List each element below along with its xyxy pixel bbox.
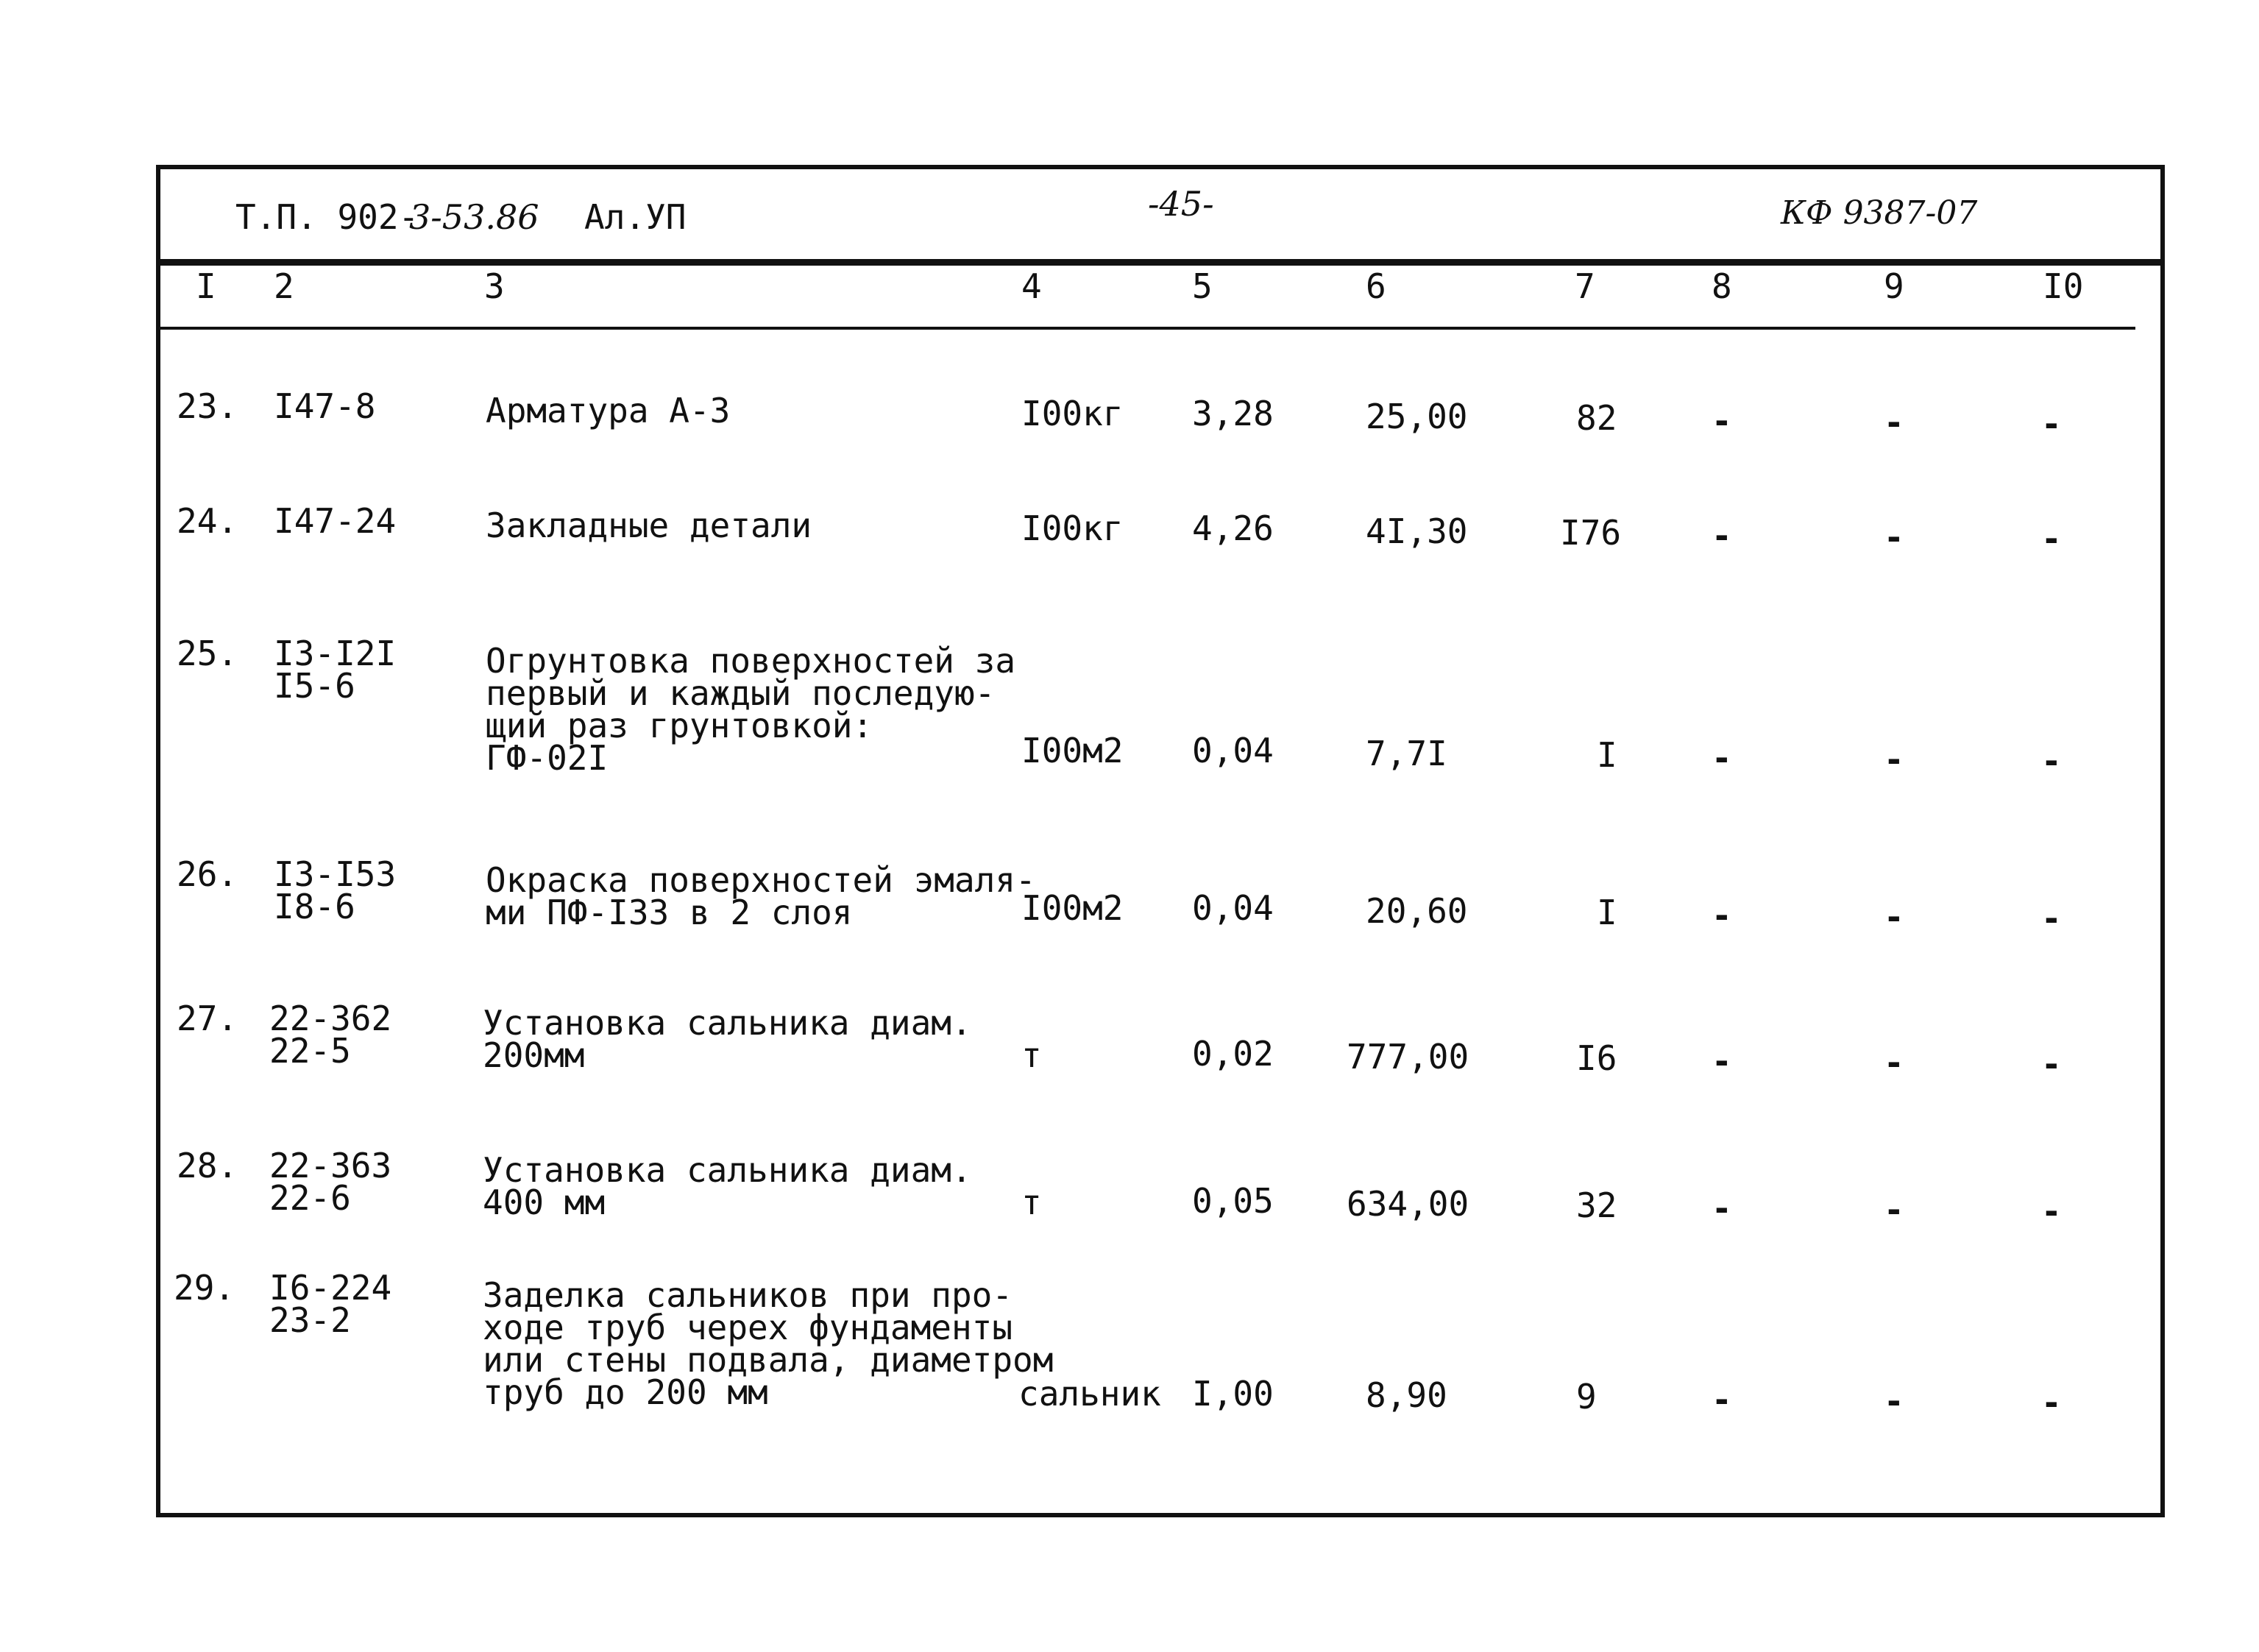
row-reference: I47-8 xyxy=(274,386,376,426)
row-col9: - xyxy=(1884,740,1904,779)
row-total: I xyxy=(1597,735,1617,775)
column-header-2: 2 xyxy=(274,266,294,306)
row-number: 29. xyxy=(174,1268,235,1308)
row-col9: - xyxy=(1884,1043,1904,1082)
column-header-9: 9 xyxy=(1884,266,1904,306)
row-col9: - xyxy=(1884,517,1904,557)
row-description: Заделка сальников при про- ходе труб черех фундаменты или стены подвала, диаметром труб до 200 мм xyxy=(483,1275,1054,1412)
row-reference: I6-224 23-2 xyxy=(269,1268,392,1340)
row-reference: I3-I2I I5-6 xyxy=(274,634,397,706)
column-header-1: I xyxy=(196,266,216,306)
row-description: Установка сальника диам. 200мм xyxy=(483,1003,972,1075)
page-number: -45- xyxy=(1148,184,1214,224)
row-unit: I00кг xyxy=(1021,394,1124,433)
row-col8: - xyxy=(1712,1041,1732,1081)
row-price: 20,60 xyxy=(1366,891,1468,931)
row-col10: - xyxy=(2041,519,2062,559)
row-col10: - xyxy=(2041,404,2062,444)
column-header-6: 6 xyxy=(1366,266,1386,306)
row-number: 27. xyxy=(177,999,238,1038)
row-price: 7,7I xyxy=(1366,734,1447,773)
row-total: I6 xyxy=(1576,1038,1617,1078)
row-unit: сальник xyxy=(1018,1374,1161,1414)
row-col8: - xyxy=(1712,401,1732,441)
doc-prefix: Т.П. 902- xyxy=(235,197,419,237)
row-total: 9 xyxy=(1576,1377,1597,1417)
row-quantity: I,00 xyxy=(1192,1374,1274,1414)
row-reference: I47-24 xyxy=(274,501,397,541)
row-quantity: 4,26 xyxy=(1192,508,1274,548)
row-col9: - xyxy=(1884,403,1904,442)
column-header-underline xyxy=(156,327,2135,330)
row-col10: - xyxy=(2041,1044,2062,1084)
column-header-3: 3 xyxy=(484,266,505,306)
row-price: 4I,30 xyxy=(1366,511,1468,551)
row-price: 777,00 xyxy=(1347,1037,1469,1077)
row-col9: - xyxy=(1884,1381,1904,1421)
row-price: 634,00 xyxy=(1347,1184,1469,1224)
row-description: Арматура А-3 xyxy=(486,391,731,430)
row-quantity: 3,28 xyxy=(1192,394,1274,433)
row-quantity: 0,02 xyxy=(1192,1034,1274,1074)
column-header-4: 4 xyxy=(1021,266,1042,306)
column-header-7: 7 xyxy=(1575,266,1595,306)
row-col8: - xyxy=(1712,896,1732,935)
row-col8: - xyxy=(1712,1188,1732,1228)
row-col8: - xyxy=(1712,738,1732,778)
row-reference: I3-I53 I8-6 xyxy=(274,854,397,926)
row-col10: - xyxy=(2041,741,2062,781)
row-price: 8,90 xyxy=(1366,1375,1447,1415)
doc-number: 3-53.86 xyxy=(409,197,539,237)
row-col8: - xyxy=(1712,516,1732,556)
row-unit: I00кг xyxy=(1021,508,1124,548)
row-number: 23. xyxy=(177,386,238,426)
row-col8: - xyxy=(1712,1380,1732,1419)
row-description: Огрунтовка поверхностей за первый и каждый последую- щий раз грунтовкой: ГФ-02I xyxy=(486,641,1016,778)
row-unit: т xyxy=(1021,1183,1042,1222)
row-reference: 22-362 22-5 xyxy=(269,999,392,1071)
row-price: 25,00 xyxy=(1366,397,1468,436)
row-description: Окраска поверхностей эмаля- ми ПФ-I33 в 2 слоя xyxy=(486,860,1036,932)
row-total: 32 xyxy=(1576,1185,1617,1225)
row-unit: I00м2 xyxy=(1021,888,1124,928)
column-header-10: I0 xyxy=(2043,266,2084,306)
row-unit: т xyxy=(1021,1035,1042,1075)
row-quantity: 0,04 xyxy=(1192,888,1274,928)
row-number: 28. xyxy=(177,1146,238,1185)
document-code: КФ 9387-07 xyxy=(1781,194,1978,232)
album-label: Ал.УП xyxy=(584,197,687,237)
header-divider xyxy=(156,259,2165,266)
row-total: 82 xyxy=(1576,398,1617,438)
row-description: Закладные детали xyxy=(486,506,812,545)
row-total: I xyxy=(1597,893,1617,932)
row-total: I76 xyxy=(1560,513,1622,553)
row-unit: I00м2 xyxy=(1021,731,1124,770)
row-col10: - xyxy=(2041,898,2062,938)
row-number: 25. xyxy=(177,634,238,673)
row-number: 26. xyxy=(177,854,238,894)
row-col10: - xyxy=(2041,1191,2062,1231)
column-header-5: 5 xyxy=(1192,266,1213,306)
row-description: Установка сальника диам. 400 мм xyxy=(483,1150,972,1222)
row-col10: - xyxy=(2041,1383,2062,1422)
row-col9: - xyxy=(1884,897,1904,937)
row-col9: - xyxy=(1884,1190,1904,1230)
row-reference: 22-363 22-6 xyxy=(269,1146,392,1218)
column-header-8: 8 xyxy=(1712,266,1732,306)
row-quantity: 0,05 xyxy=(1192,1181,1274,1221)
row-number: 24. xyxy=(177,501,238,541)
row-quantity: 0,04 xyxy=(1192,731,1274,770)
document-frame xyxy=(156,165,2165,1517)
